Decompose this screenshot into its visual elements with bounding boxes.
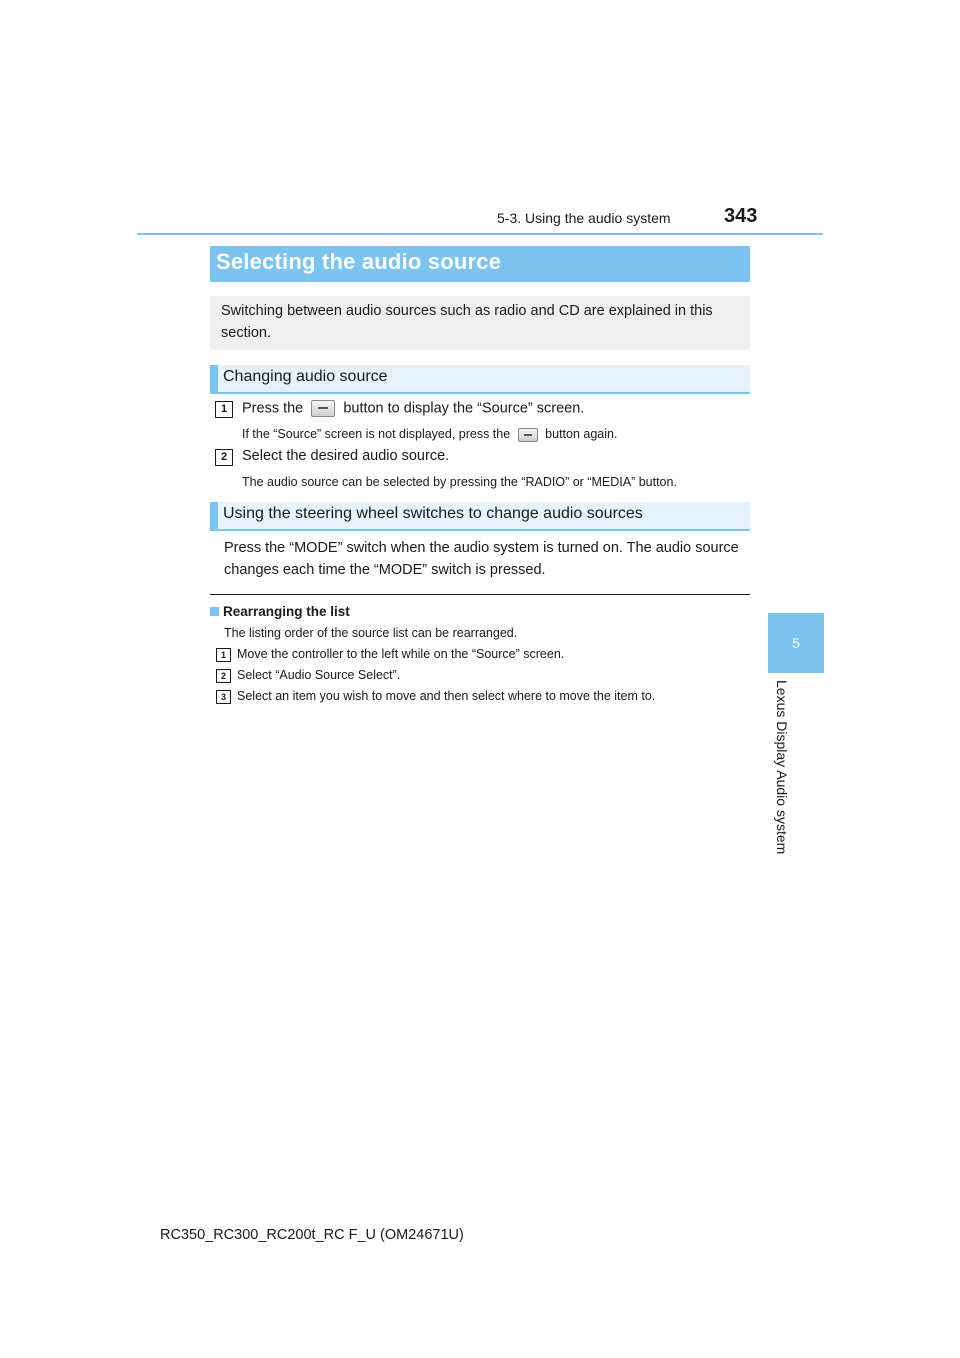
- step-1-note: If the “Source” screen is not displayed, press the button again.: [242, 427, 618, 441]
- chapter-number: 5: [792, 635, 800, 651]
- subsection-title: Using the steering wheel switches to change audio sources: [223, 505, 643, 522]
- audio-button-icon: [518, 428, 538, 442]
- section-divider: [210, 594, 750, 595]
- chapter-tab: [768, 613, 824, 673]
- chapter-title: Lexus Display Audio system: [774, 680, 790, 855]
- step-2-text: Select the desired audio source.: [242, 448, 450, 464]
- section-header: 5-3. Using the audio system: [497, 210, 671, 226]
- step-number: 2: [216, 669, 231, 683]
- audio-button-icon: [311, 400, 335, 417]
- intro-text: Switching between audio sources such as radio and CD are explained in this section.: [221, 303, 713, 341]
- chapter-title-container: [762, 680, 802, 860]
- step-number: 1: [216, 648, 231, 662]
- rearranging-heading: Rearranging the list: [210, 604, 350, 619]
- rearranging-step-2: Select “Audio Source Select”.: [237, 668, 401, 682]
- step-number: 1: [215, 401, 233, 418]
- step-1-text: Press the button to display the “Source” screen.: [242, 400, 585, 417]
- document-footer: RC350_RC300_RC200t_RC F_U (OM24671U): [160, 1227, 464, 1243]
- page-title-bar: [210, 246, 750, 282]
- subsection-header-steering: [210, 502, 750, 531]
- subsection-title: Changing audio source: [223, 368, 388, 385]
- square-bullet-icon: [210, 607, 219, 616]
- step-number: 3: [216, 690, 231, 704]
- steering-body-text: Press the “MODE” switch when the audio system is turned on. The audio source changes each time the “MODE” switch is pressed.: [224, 540, 739, 578]
- step-2-note: The audio source can be selected by pressing the “RADIO” or “MEDIA” button.: [242, 475, 677, 489]
- rearranging-step-3: Select an item you wish to move and then select where to move the item to.: [237, 689, 656, 703]
- header-divider: [137, 233, 823, 235]
- step-number: 2: [215, 449, 233, 466]
- rearranging-step-1: Move the controller to the left while on the “Source” screen.: [237, 647, 565, 661]
- subsection-header-changing: [210, 365, 750, 394]
- page-title: Selecting the audio source: [216, 249, 502, 274]
- page-number: 343: [724, 205, 758, 227]
- intro-box: [210, 296, 750, 350]
- rearranging-intro: The listing order of the source list can be rearranged.: [224, 626, 518, 640]
